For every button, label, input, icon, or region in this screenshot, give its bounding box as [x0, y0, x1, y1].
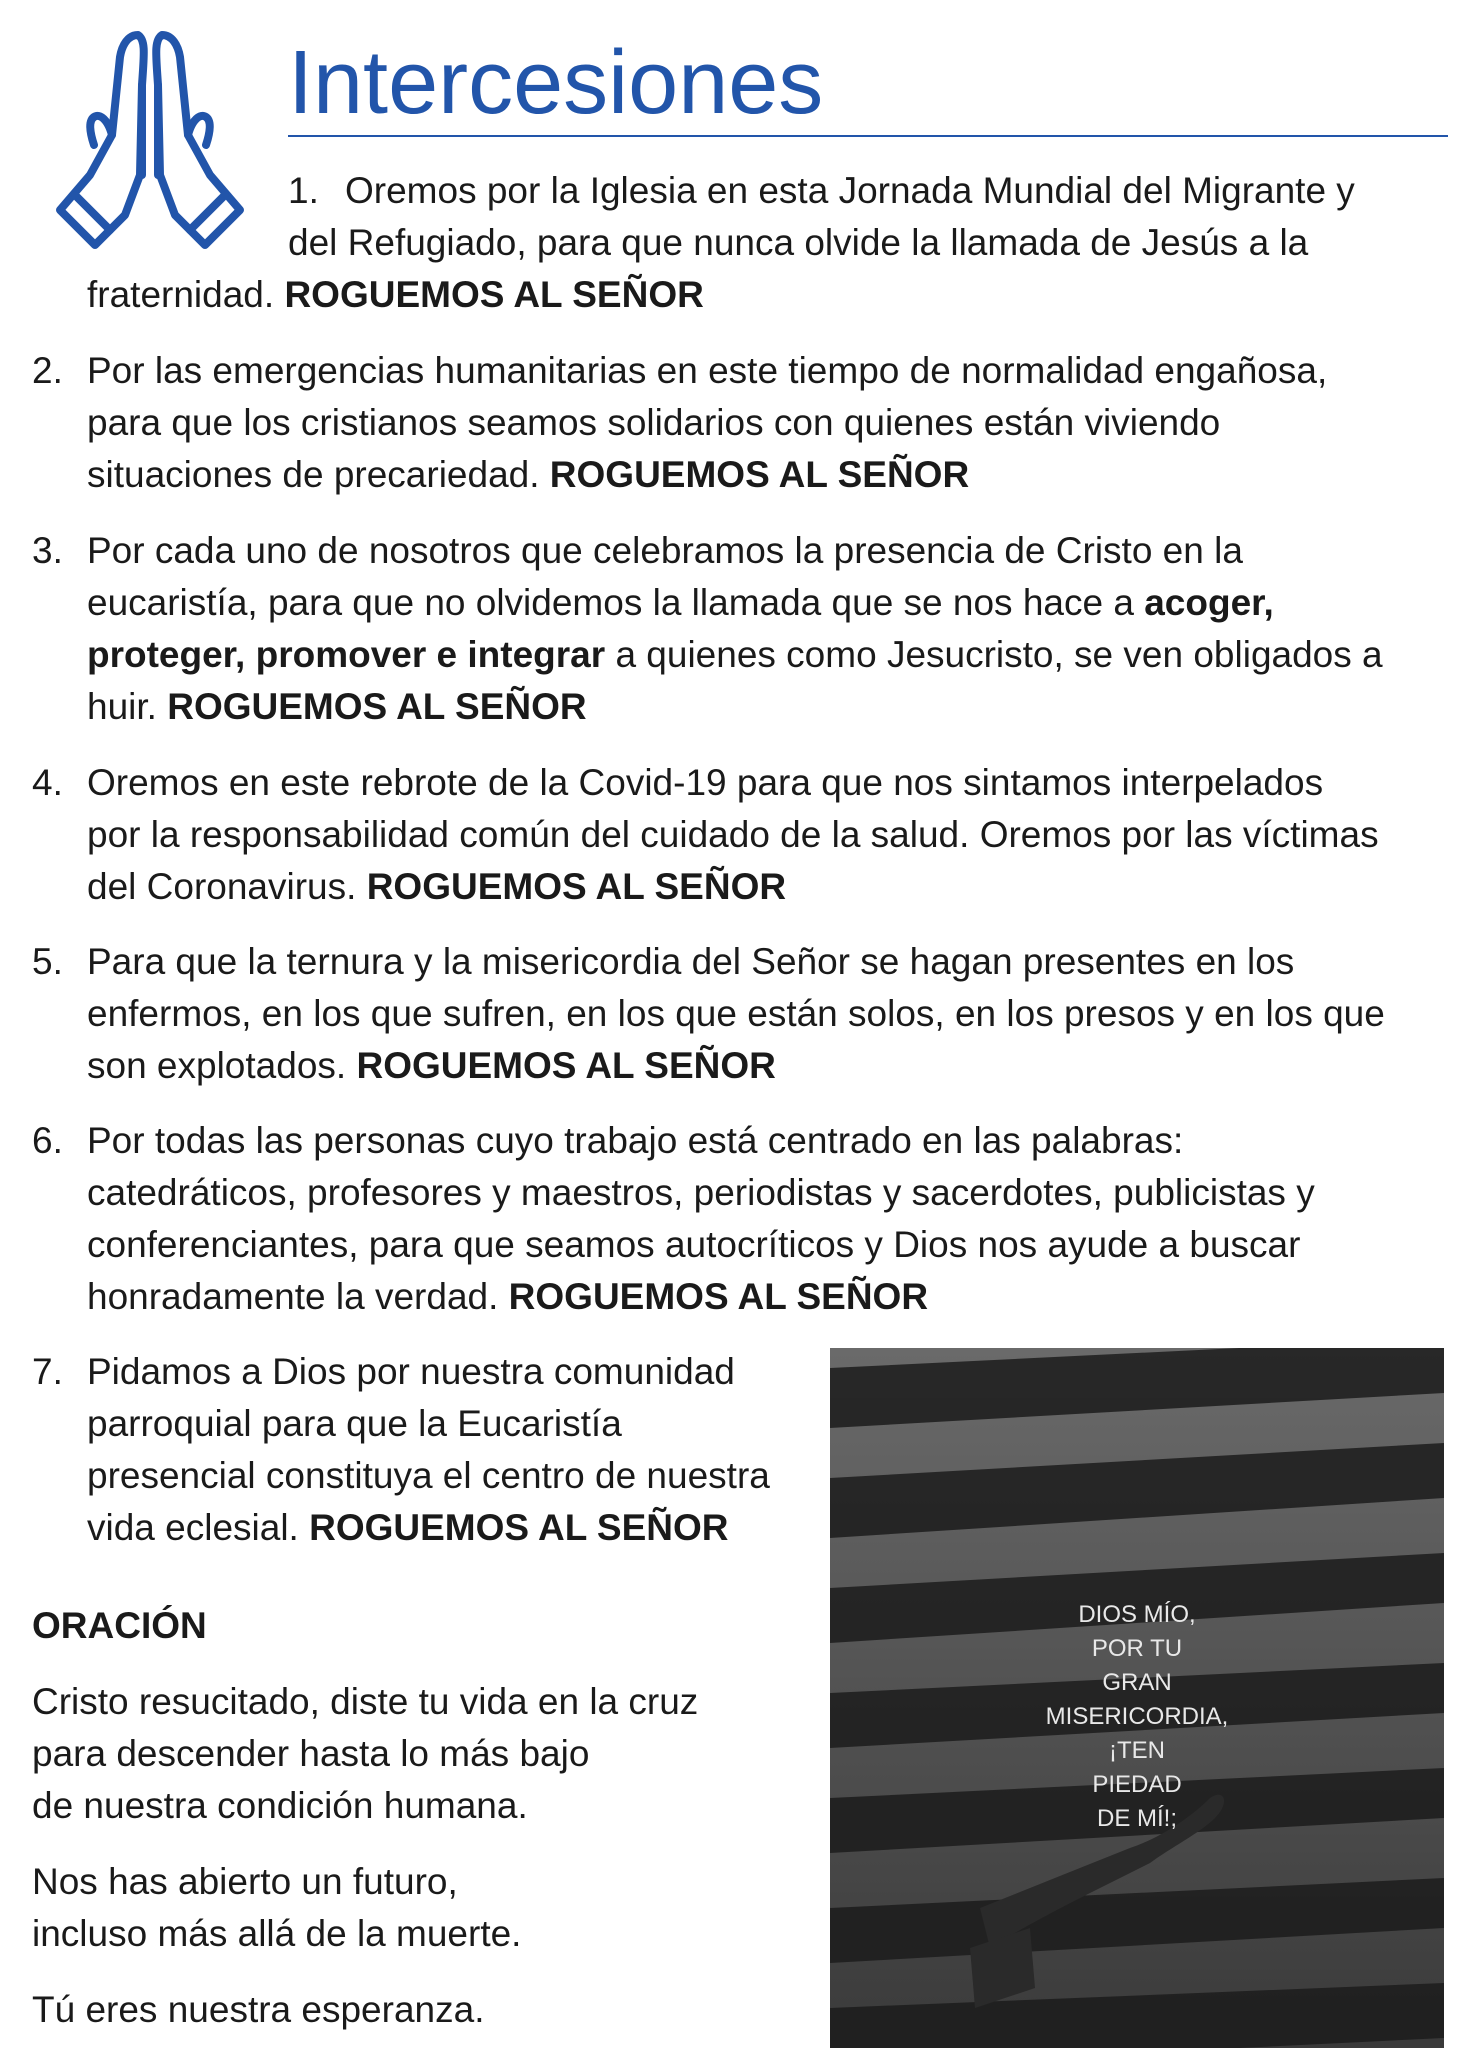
- item-line: son explotados. ROGUEMOS AL SEÑOR: [87, 1045, 776, 1086]
- item-number: 3.: [32, 530, 63, 571]
- item-number: 6.: [32, 1120, 63, 1161]
- oracion-stanza: Tú eres nuestra esperanza.: [32, 1989, 485, 2030]
- item-line: parroquial para que la Eucaristía: [87, 1403, 622, 1444]
- image-caption: DIOS MÍO, POR TU GRAN MISERICORDIA, ¡TEN PIEDAD DE MÍ!;: [1045, 1601, 1229, 1832]
- response: ROGUEMOS AL SEÑOR: [549, 454, 970, 495]
- item-line: Por cada uno de nosotros que celebramos la presencia de Cristo en la: [87, 530, 1243, 571]
- oracion-stanza: Cristo resucitado, diste tu vida en la cruz para descender hasta lo más bajo de nuestra condición humana.: [32, 1681, 699, 1826]
- response: ROGUEMOS AL SEÑOR: [508, 1276, 929, 1317]
- praying-hands-icon: [50, 25, 250, 255]
- prayer-photo: [830, 1348, 1444, 2048]
- item-number: 4.: [32, 762, 63, 803]
- title-divider: [288, 135, 1448, 137]
- item-line: para que los cristianos seamos solidarios con quienes están viviendo: [87, 402, 1221, 443]
- item-line: Por las emergencias humanitarias en este tiempo de normalidad engañosa,: [87, 350, 1328, 391]
- oracion-heading: ORACIÓN: [32, 1605, 207, 1646]
- response: ROGUEMOS AL SEÑOR: [309, 1507, 729, 1548]
- item-line: presencial constituya el centro de nuestra: [87, 1455, 770, 1496]
- item-number: 2.: [32, 350, 63, 391]
- item-line: Por todas las personas cuyo trabajo está centrado en las palabras:: [87, 1120, 1184, 1161]
- item-line: honradamente la verdad. ROGUEMOS AL SEÑOR: [87, 1276, 929, 1317]
- item-line: por la responsabilidad común del cuidado de la salud. Oremos por las víctimas: [87, 814, 1379, 855]
- item-number: 1.: [288, 170, 319, 211]
- item-line: Para que la ternura y la misericordia del Señor se hagan presentes en los: [87, 941, 1295, 982]
- item-number: 7.: [32, 1351, 63, 1392]
- item-line: huir. ROGUEMOS AL SEÑOR: [87, 686, 587, 727]
- response: ROGUEMOS AL SEÑOR: [284, 274, 704, 315]
- item-line: del Coronavirus. ROGUEMOS AL SEÑOR: [87, 866, 787, 907]
- item-line: Pidamos a Dios por nuestra comunidad: [87, 1351, 735, 1392]
- item-line: vida eclesial. ROGUEMOS AL SEÑOR: [87, 1507, 729, 1548]
- item-line: enfermos, en los que sufren, en los que están solos, en los presos y en los que: [87, 993, 1385, 1034]
- item-number: 5.: [32, 941, 63, 982]
- oracion-stanza: Nos has abierto un futuro, incluso más allá de la muerte.: [32, 1861, 522, 1954]
- response: ROGUEMOS AL SEÑOR: [167, 686, 587, 727]
- item-line: eucaristía, para que no olvidemos la llamada que se nos hace a acoger,: [87, 582, 1274, 623]
- item-line: Oremos en este rebrote de la Covid-19 para que nos sintamos interpelados: [87, 762, 1324, 803]
- item-line: fraternidad. ROGUEMOS AL SEÑOR: [87, 274, 704, 315]
- page-title: Intercesiones: [288, 33, 824, 133]
- item-line: Oremos por la Iglesia en esta Jornada Mundial del Migrante y: [345, 170, 1355, 211]
- item-line: situaciones de precariedad. ROGUEMOS AL SEÑOR: [87, 454, 970, 495]
- response: ROGUEMOS AL SEÑOR: [366, 866, 787, 907]
- item-line: conferenciantes, para que seamos autocríticos y Dios nos ayude a buscar: [87, 1224, 1301, 1265]
- item-line: catedráticos, profesores y maestros, periodistas y sacerdotes, publicistas y: [87, 1172, 1315, 1213]
- item-line: proteger, promover e integrar a quienes como Jesucristo, se ven obligados a: [87, 634, 1383, 675]
- response: ROGUEMOS AL SEÑOR: [356, 1045, 776, 1086]
- item-line: del Refugiado, para que nunca olvide la llamada de Jesús a la: [288, 222, 1309, 263]
